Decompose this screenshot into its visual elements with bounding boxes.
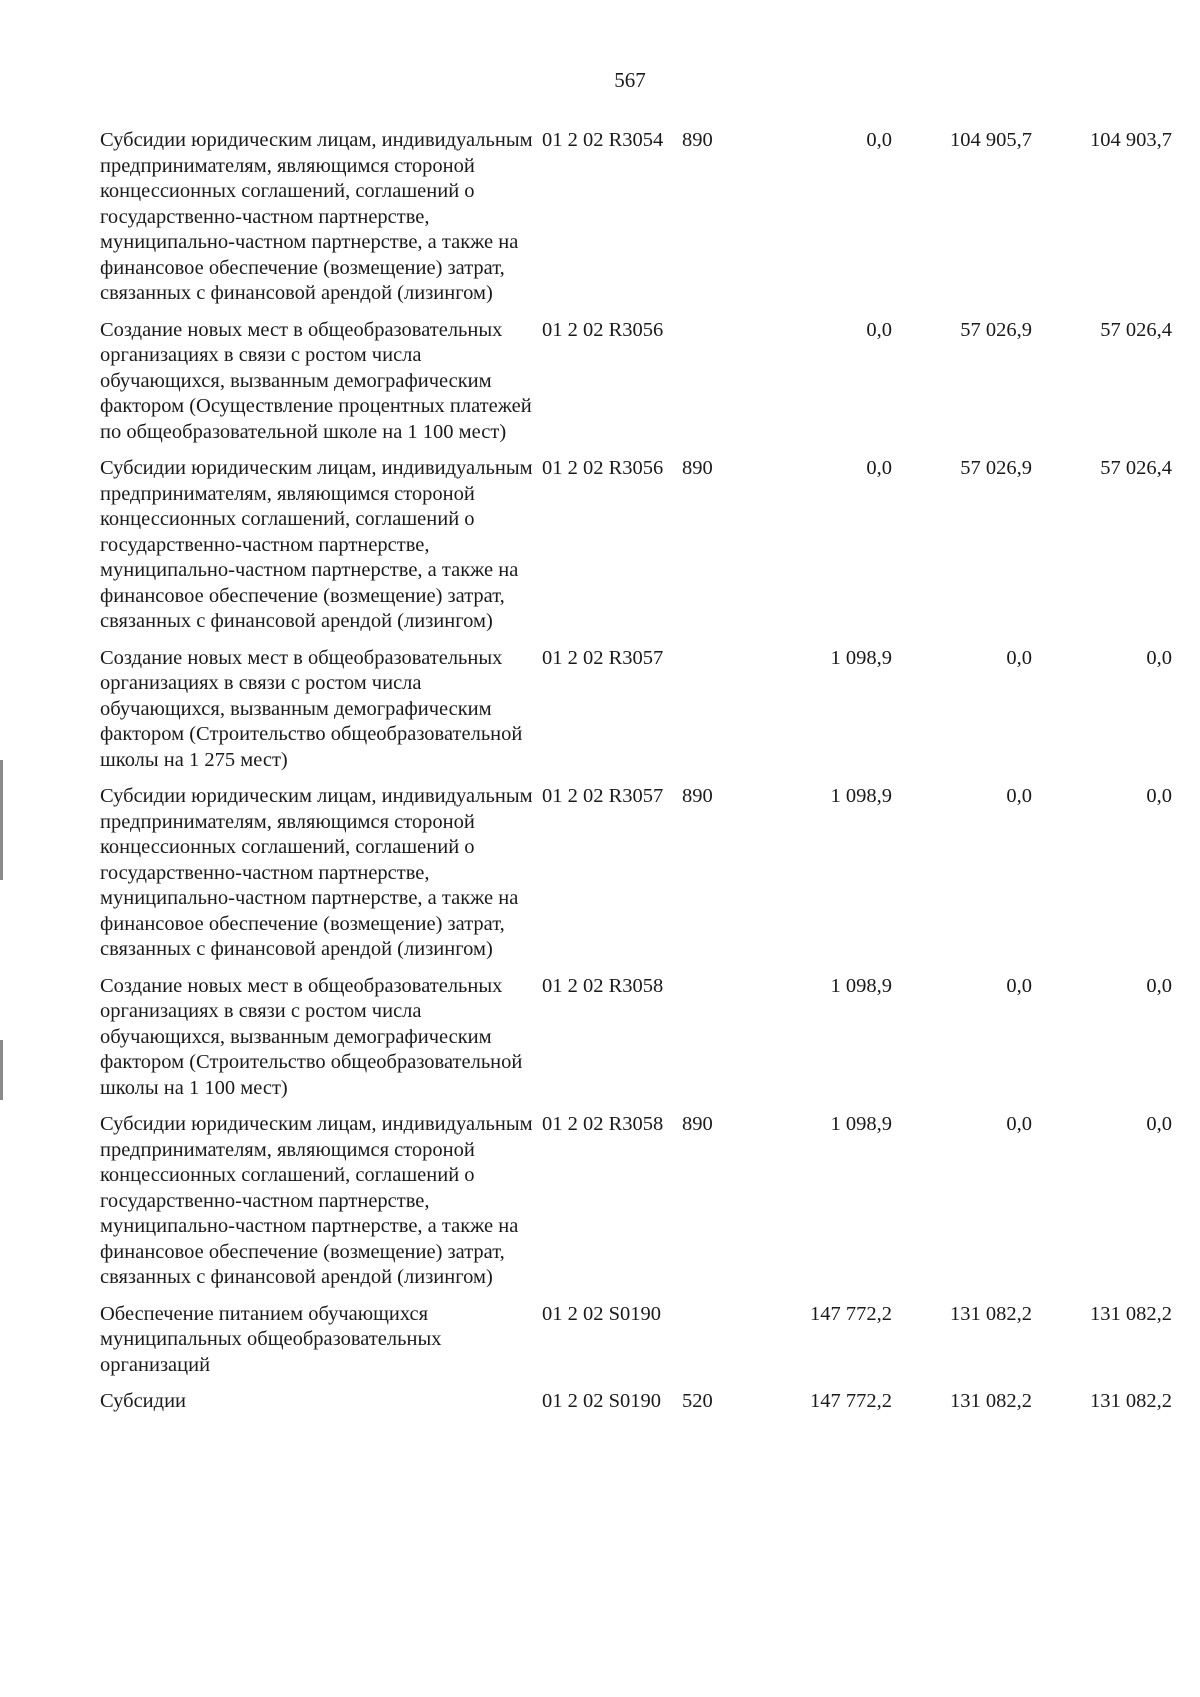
row-code: 01 2 02 R3057 xyxy=(542,785,664,807)
row-value-1: 1 098,9 xyxy=(830,1113,892,1135)
row-value-3: 0,0 xyxy=(1146,974,1172,997)
row-value-3: 104 903,7 xyxy=(1090,129,1172,151)
page-number: 567 xyxy=(614,68,646,92)
row-value-2: 104 905,7 xyxy=(950,129,1032,151)
row-code: 01 2 02 R3058 xyxy=(542,974,664,997)
row-code: 01 2 02 R3057 xyxy=(542,646,664,669)
row-type xyxy=(682,318,737,457)
row-type: 520 xyxy=(682,1390,713,1412)
table-row xyxy=(100,1302,1172,1390)
row-value-2: 0,0 xyxy=(1006,646,1032,669)
row-value-2: 57 026,9 xyxy=(960,457,1032,479)
table-row xyxy=(100,1389,1172,1426)
row-code: 01 2 02 R3058 xyxy=(542,1113,664,1135)
row-value-1: 1 098,9 xyxy=(830,785,892,807)
table-row xyxy=(100,784,1172,974)
row-value-3: 57 026,4 xyxy=(1100,318,1172,341)
row-value-1: 147 772,2 xyxy=(810,1302,892,1325)
row-name: Субсидии юридическим лицам, индивидуальным предпринимателям, являющимся стороной концессионных соглашений, соглашений о государственно-частном партнерстве, муниципально-частном партнерстве, а также на финансовое обеспечение (возмещение) затрат, связанных с финансовой арендой (лизингом) xyxy=(100,785,533,960)
row-code: 01 2 02 S0190 xyxy=(542,1390,662,1412)
row-code: 01 2 02 S0190 xyxy=(542,1302,662,1325)
row-value-1: 1 098,9 xyxy=(830,974,892,997)
row-value-2: 0,0 xyxy=(1006,785,1032,807)
row-value-1: 0,0 xyxy=(866,318,892,341)
row-name: Субсидии юридическим лицам, индивидуальным предпринимателям, являющимся стороной концессионных соглашений, соглашений о государственно-частном партнерстве, муниципально-частном партнерстве, а также на финансовое обеспечение (возмещение) затрат, связанных с финансовой арендой (лизингом) xyxy=(100,1113,533,1288)
row-type: 890 xyxy=(682,1113,713,1135)
row-name: Субсидии юридическим лицам, индивидуальным предпринимателям, являющимся стороной концессионных соглашений, соглашений о государственно-частном партнерстве, муниципально-частном партнерстве, а также на финансовое обеспечение (возмещение) затрат, связанных с финансовой арендой (лизингом) xyxy=(100,457,533,632)
row-code: 01 2 02 R3054 xyxy=(542,129,664,151)
row-code: 01 2 02 R3056 xyxy=(542,457,664,479)
row-name: Обеспечение питанием обучающихся муниципальных общеобразовательных организаций xyxy=(100,1302,442,1376)
row-type: 890 xyxy=(682,129,713,151)
row-value-1: 1 098,9 xyxy=(830,646,892,669)
row-name: Субсидии юридическим лицам, индивидуальным предпринимателям, являющимся стороной концессионных соглашений, соглашений о государственно-частном партнерстве, муниципально-частном партнерстве, а также на финансовое обеспечение (возмещение) затрат, связанных с финансовой арендой (лизингом) xyxy=(100,129,533,304)
row-type xyxy=(682,1302,737,1390)
row-value-2: 131 082,2 xyxy=(950,1302,1032,1325)
table-row xyxy=(100,456,1172,646)
row-value-1: 147 772,2 xyxy=(810,1390,892,1412)
row-value-3: 0,0 xyxy=(1146,646,1172,669)
table-row xyxy=(100,646,1172,785)
row-value-2: 57 026,9 xyxy=(960,318,1032,341)
table-row xyxy=(100,128,1172,318)
row-value-3: 57 026,4 xyxy=(1100,457,1172,479)
row-value-3: 131 082,2 xyxy=(1090,1302,1172,1325)
row-value-2: 0,0 xyxy=(1006,974,1032,997)
table-row xyxy=(100,974,1172,1113)
row-type: 890 xyxy=(682,457,713,479)
row-value-1: 0,0 xyxy=(866,129,892,151)
row-value-2: 0,0 xyxy=(1006,1113,1032,1135)
row-value-3: 0,0 xyxy=(1146,785,1172,807)
row-value-1: 0,0 xyxy=(866,457,892,479)
row-name: Субсидии xyxy=(100,1390,187,1412)
row-value-2: 131 082,2 xyxy=(950,1390,1032,1412)
scan-edge-mark xyxy=(0,1040,3,1100)
row-type: 890 xyxy=(682,785,713,807)
table-row xyxy=(100,1112,1172,1302)
scan-edge-mark xyxy=(0,760,3,880)
row-type xyxy=(682,974,737,1113)
row-value-3: 131 082,2 xyxy=(1090,1390,1172,1412)
row-name: Создание новых мест в общеобразовательных организациях в связи с ростом числа обучающихся, вызванным демографическим фактором (Строительство общеобразовательной школы на 1 275 мест) xyxy=(100,646,523,771)
row-type xyxy=(682,646,737,785)
row-code: 01 2 02 R3056 xyxy=(542,318,664,341)
row-name: Создание новых мест в общеобразовательных организациях в связи с ростом числа обучающихся, вызванным демографическим фактором (Осуществление процентных платежей по общеобразовательной школе на 1 100 мест) xyxy=(100,318,532,443)
row-name: Создание новых мест в общеобразовательных организациях в связи с ростом числа обучающихся, вызванным демографическим фактором (Строительство общеобразовательной школы на 1 100 мест) xyxy=(100,974,523,1099)
table-row xyxy=(100,318,1172,457)
row-value-3: 0,0 xyxy=(1146,1113,1172,1135)
budget-table xyxy=(100,128,1172,1426)
